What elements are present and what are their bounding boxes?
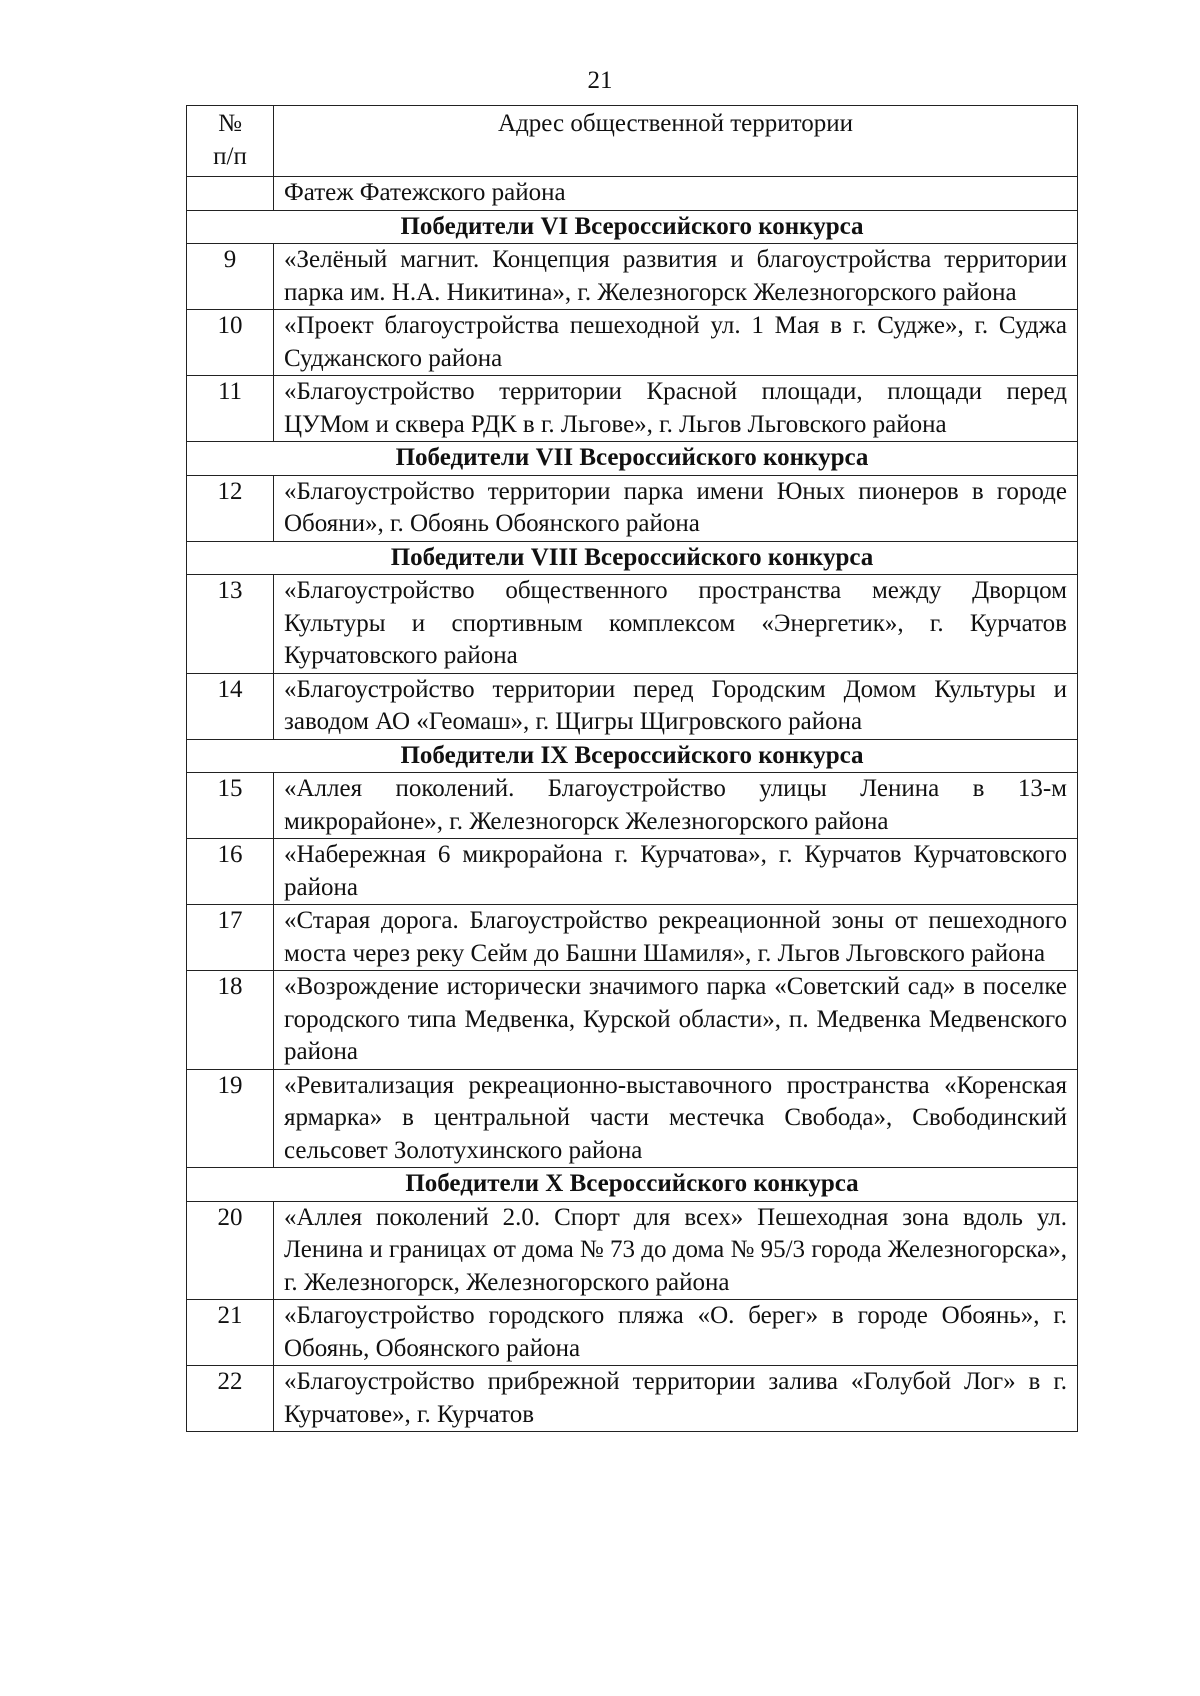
section-title: Победители VIII Всероссийского конкурса [187,541,1078,575]
section-title: Победители X Всероссийского конкурса [187,1168,1078,1202]
table-row [187,971,1078,1070]
territory-address: «Благоустройство территории парка имени Юных пионеров в городе Обояни», г. Обоянь Обоянского района [274,475,1078,541]
row-number: 18 [187,971,274,1070]
row-number: 15 [187,773,274,839]
territory-address: «Благоустройство территории Красной площади, площади перед ЦУМом и сквера РДК в г. Льгове», г. Льгов Льговского района [274,376,1078,442]
table-body [187,177,1078,1432]
table-row [187,1300,1078,1366]
territory-address: «Благоустройство прибрежной территории залива «Голубой Лог» в г. Курчатове», г. Курчатов [274,1366,1078,1432]
territory-address: «Набережная 6 микрорайона г. Курчатова», г. Курчатов Курчатовского района [274,839,1078,905]
territory-address: «Проект благоустройства пешеходной ул. 1 Мая в г. Судже», г. Суджа Суджанского района [274,310,1078,376]
column-header-number-label: № п/п [213,110,247,170]
row-number: 17 [187,905,274,971]
territory-address: «Благоустройство городского пляжа «О. берег» в городе Обоянь», г. Обоянь, Обоянского района [274,1300,1078,1366]
table-row [187,1069,1078,1168]
territory-address: «Аллея поколений. Благоустройство улицы Ленина в 13-м микрорайоне», г. Железногорск Железногорского района [274,773,1078,839]
row-number: 13 [187,575,274,674]
section-header-row [187,210,1078,244]
section-header-row [187,442,1078,476]
row-number: 12 [187,475,274,541]
table-row [187,376,1078,442]
row-number: 20 [187,1201,274,1300]
row-number: 10 [187,310,274,376]
section-header-row [187,1168,1078,1202]
row-number: 19 [187,1069,274,1168]
page-number: 21 [587,67,613,94]
table-row [187,773,1078,839]
table-row [187,905,1078,971]
table-row [187,1201,1078,1300]
column-header-address: Адрес общественной территории [274,106,1078,177]
section-title: Победители VI Всероссийского конкурса [187,210,1078,244]
row-number: 22 [187,1366,274,1432]
table-row [187,673,1078,739]
column-header-number [187,106,274,177]
table-row [187,839,1078,905]
section-title: Победители VII Всероссийского конкурса [187,442,1078,476]
section-title: Победители IX Всероссийского конкурса [187,739,1078,773]
table-row [187,475,1078,541]
row-number: 21 [187,1300,274,1366]
table-row [187,310,1078,376]
row-number [187,177,274,211]
row-number: 11 [187,376,274,442]
section-header-row [187,739,1078,773]
territory-address: «Благоустройство общественного пространства между Дворцом Культуры и спортивным комплексом «Энергетик», г. Курчатов Курчатовского района [274,575,1078,674]
row-number: 16 [187,839,274,905]
territory-address: «Возрождение исторически значимого парка «Советский сад» в поселке городского типа Медвенка, Курской области», п. Медвенка Медвенского района [274,971,1078,1070]
section-header-row [187,541,1078,575]
table-row [187,575,1078,674]
territory-address: «Старая дорога. Благоустройство рекреационной зоны от пешеходного моста через реку Сейм до Башни Шамиля», г. Льгов Льговского района [274,905,1078,971]
territory-address: «Зелёный магнит. Концепция развития и благоустройства территории парка им. Н.А. Никитина», г. Железногорск Железногорского района [274,244,1078,310]
territory-address: «Ревитализация рекреационно-выставочного пространства «Коренская ярмарка» в центральной части местечка Свобода», Свободинский сельсовет Золотухинского района [274,1069,1078,1168]
table-header-row [187,106,1078,177]
territory-address: «Аллея поколений 2.0. Спорт для всех» Пешеходная зона вдоль ул. Ленина и границах от дома № 73 до дома № 95/3 города Железногорска», г. Железногорск, Железногорского района [274,1201,1078,1300]
row-number: 14 [187,673,274,739]
table-row [187,177,1078,211]
table-row [187,1366,1078,1432]
territories-table [186,105,1078,1432]
row-number: 9 [187,244,274,310]
territory-address: «Благоустройство территории перед Городским Домом Культуры и заводом АО «Геомаш», г. Щигры Щигровского района [274,673,1078,739]
territory-address: Фатеж Фатежского района [274,177,1078,211]
table-row [187,244,1078,310]
